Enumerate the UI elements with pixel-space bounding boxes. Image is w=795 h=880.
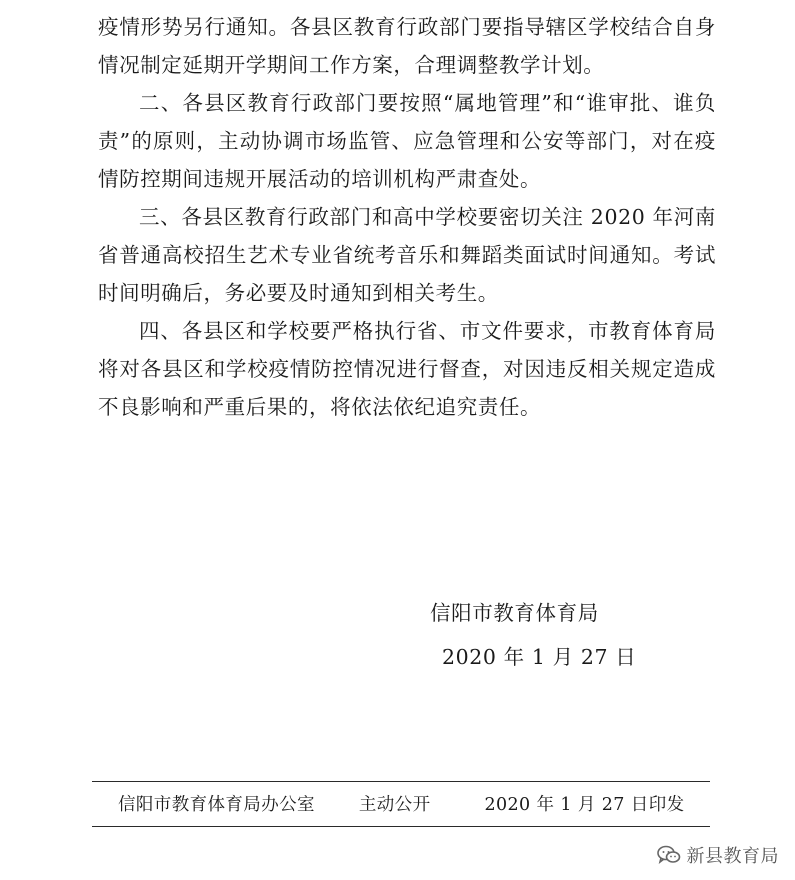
- footer-print-date: 2020 年 1 月 27 日印发: [484, 795, 685, 815]
- footer-bottom-rule: [92, 826, 710, 827]
- signature-date: 2020 年 1 月 27 日: [442, 645, 637, 669]
- paragraph-continuation: 疫情形势另行通知。各县区教育行政部门要指导辖区学校结合自身情况制定延期开学期间工作方案，合理调整教学计划。: [98, 15, 716, 77]
- footer-office: 信阳市教育体育局办公室: [118, 795, 315, 815]
- watermark-text: 新县教育局: [686, 846, 779, 867]
- wechat-watermark: [657, 842, 780, 868]
- footer-line: [118, 790, 685, 820]
- wechat-icon: [657, 845, 681, 865]
- paragraph-item-2: 二、各县区教育行政部门要按照“属地管理”和“谁审批、谁负责”的原则，主动协调市场监管、应急管理和公安等部门，对在疫情防控期间违规开展活动的培训机构严肃查处。: [98, 91, 716, 191]
- footer-top-rule: [92, 781, 710, 782]
- signature-organization: 信阳市教育体育局: [430, 601, 599, 625]
- signature-block: [428, 594, 688, 676]
- footer-disclosure: 主动公开: [358, 795, 431, 815]
- paragraph-item-3: 三、各县区教育行政部门和高中学校要密切关注 2020 年河南省普通高校招生艺术专业省统考音乐和舞蹈类面试时间通知。考试时间明确后，务必要及时通知到相关考生。: [98, 205, 716, 305]
- document-body: [98, 8, 716, 426]
- paragraph-item-4: 四、各县区和学校要严格执行省、市文件要求，市教育体育局将对各县区和学校疫情防控情况进行督查，对因违反相关规定造成不良影响和严重后果的，将依法依纪追究责任。: [98, 319, 716, 419]
